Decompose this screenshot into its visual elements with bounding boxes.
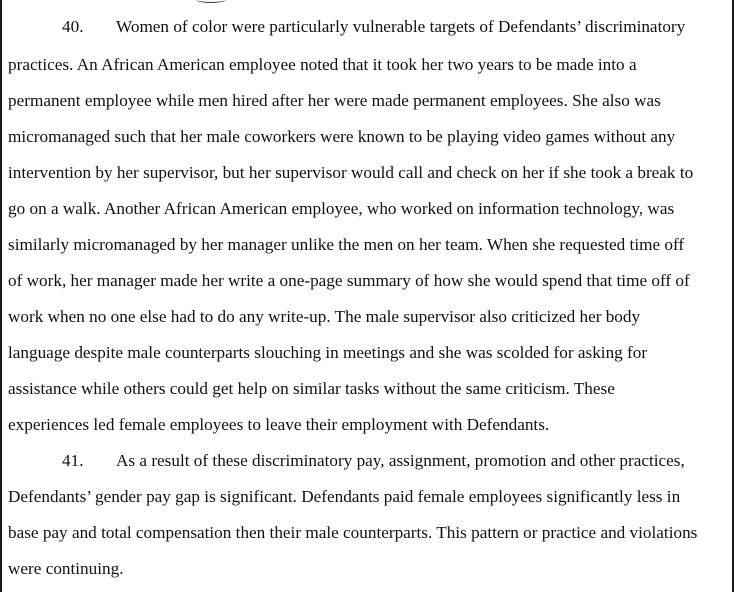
paragraph-line: similarly micromanaged by her manager unlike the men on her team. When she requested time off [8,235,685,254]
scan-mark [196,0,226,3]
paragraph-line: of work, her manager made her write a one-page summary of how she would spend that time off of [8,271,690,290]
paragraph-line: micromanaged such that her male coworkers were known to be playing video games without any [8,127,676,146]
paragraph-line: assistance while others could get help on similar tasks without the same criticism. These [8,379,615,398]
paragraph-line: practices. An African American employee noted that it took her two years to be made into a [8,55,637,74]
paragraph-line: go on a walk. Another African American employee, who worked on information technology, was [8,199,675,218]
paragraph-line: base pay and total compensation then their male counterparts. This pattern or practice and violations [8,523,698,542]
paragraph-line: work when no one else had to do any write-up. The male supervisor also criticized her body [8,307,641,326]
paragraph-line: were continuing. [8,559,124,578]
paragraph-line: experiences led female employees to leave their employment with Defendants. [8,415,550,434]
page-left-border [0,0,2,592]
paragraph-number: 41. [62,451,84,470]
paragraph-line: permanent employee while men hired after her were made permanent employees. She also was [8,91,661,110]
paragraph-number: 40. [62,17,84,36]
paragraph-line: intervention by her supervisor, but her supervisor would call and check on her if she took a break to [8,163,694,182]
paragraph-line: 41. As a result of these discriminatory pay, assignment, promotion and other practices, [62,451,685,470]
paragraph-line: Defendants’ gender pay gap is significant. Defendants paid female employees significantly less in [8,487,681,506]
paragraph-line: language despite male counterparts slouching in meetings and she was scolded for asking for [8,343,648,362]
paragraph-line: 40. Women of color were particularly vulnerable targets of Defendants’ discriminatory [62,17,686,36]
